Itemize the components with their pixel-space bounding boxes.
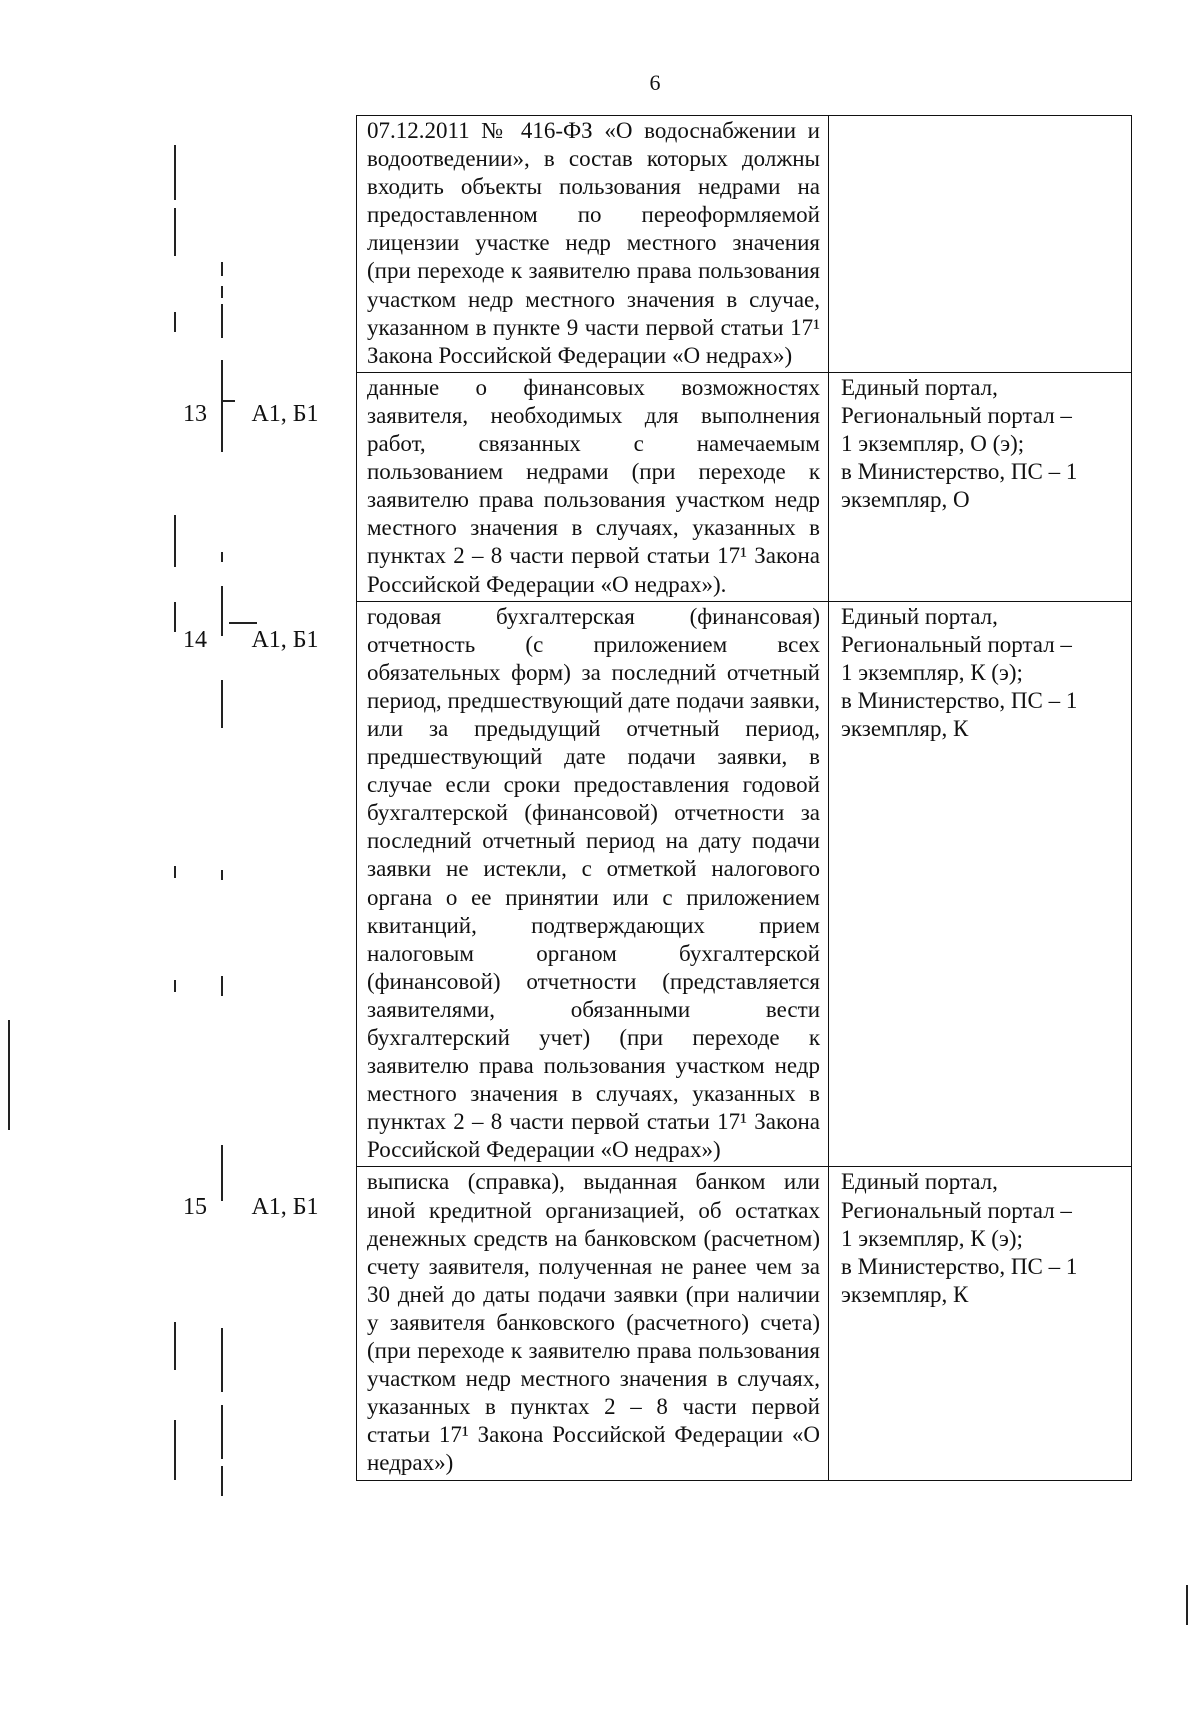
scan-mark (221, 402, 223, 452)
scan-mark (1186, 1585, 1188, 1625)
documents-table (356, 115, 1132, 1481)
row-codes-13: А1, Б1 (251, 401, 319, 427)
table-row (357, 601, 1132, 1167)
document-description: годовая бухгалтерская (финансовая) отчетность (с приложением всех обязательных форм) за последний отчетный период, предшествующий дате подачи заявки, или за предыдущий отчетный период, предшествующий дате подачи заявки, в случае если сроки предоставления годовой бухгалтерской (финансовой) отчетности за последний отчетный период на дату подачи заявки не истекли, с отметкой налогового органа о ее принятии или с приложением квитанций, подтверждающих прием налоговым органом бухгалтерской (финансовой) отчетности (представляется заявителями, обязанными вести бухгалтерский учет) (при переходе к заявителю права пользования участком недр местного значения в случаях, указанных в пунктах 2 – 8 части первой статьи 17¹ Закона Российской Федерации «О недрах») (357, 601, 829, 1167)
row-number-13: 13 (183, 401, 207, 427)
row-number-14: 14 (183, 627, 207, 653)
row-codes-14: А1, Б1 (251, 627, 319, 653)
table-row (357, 372, 1132, 601)
scan-mark (174, 312, 176, 332)
scan-mark (221, 976, 223, 996)
scan-mark (174, 980, 176, 992)
scan-mark (221, 400, 235, 402)
document-description: выписка (справка), выданная банком или иной кредитной организацией, об остатках денежных средств на банковском (расчетном) счету заявителя, полученная не ранее чем за 30 дней до даты подачи заявки (при наличии у заявителя банковского (расчетного) счета) (при переходе к заявителю права пользования участком недр местного значения в случаях, указанных в пунктах 2 – 8 части первой статьи 17¹ Закона Российской Федерации «О недрах») (357, 1167, 829, 1480)
submission-line: 1 экземпляр, К (э); (841, 659, 1023, 685)
row-number-15: 15 (183, 1194, 207, 1220)
scan-mark (221, 360, 223, 400)
scan-mark (174, 866, 176, 878)
scan-mark (221, 1405, 223, 1459)
submission-line: 1 экземпляр, К (э); (841, 1225, 1023, 1251)
submission-line: экземпляр, К (841, 715, 969, 741)
scan-mark (174, 1322, 176, 1370)
submission-line: Региональный портал – (841, 1197, 1072, 1223)
submission-line: Единый портал, (841, 374, 998, 400)
scan-mark (174, 515, 176, 567)
scan-mark (221, 552, 223, 562)
submission-line: в Министерство, ПС – 1 (841, 459, 1078, 485)
scan-mark (221, 1466, 223, 1496)
scan-mark (174, 602, 176, 632)
submission-line: экземпляр, К (841, 1281, 969, 1307)
page-number: 6 (649, 70, 661, 95)
submission-method (829, 601, 1132, 1167)
submission-line: в Министерство, ПС – 1 (841, 687, 1078, 713)
scan-mark (221, 286, 223, 298)
scan-mark (221, 680, 223, 728)
scan-mark (174, 1420, 176, 1480)
submission-method (829, 1167, 1132, 1480)
submission-line: Региональный портал – (841, 631, 1072, 657)
table-row (357, 116, 1132, 373)
scan-mark (221, 586, 223, 636)
submission-line: Единый портал, (841, 603, 998, 629)
scan-mark (221, 1145, 223, 1201)
scan-mark (174, 145, 176, 200)
row-codes-15: А1, Б1 (251, 1194, 319, 1220)
scan-mark (174, 208, 176, 256)
scan-mark (229, 622, 257, 624)
scan-mark (221, 870, 223, 880)
scan-mark (221, 1328, 223, 1392)
scan-mark (8, 1020, 10, 1130)
table-row (357, 1167, 1132, 1480)
submission-method (829, 116, 1132, 373)
document-description: 07.12.2011 № 416-ФЗ «О водоснабжении и водоотведении», в состав которых должны входить объекты пользования недрами на предоставленном по переоформляемой лицензии участке недр местного значения (при переходе к заявителю права пользования участком недр местного значения в случае, указанном в пункте 9 части первой статьи 17¹ Закона Российской Федерации «О недрах») (357, 116, 829, 373)
submission-line: в Министерство, ПС – 1 (841, 1253, 1078, 1279)
submission-line: Единый портал, (841, 1169, 998, 1195)
submission-method (829, 372, 1132, 601)
submission-line: 1 экземпляр, О (э); (841, 431, 1025, 457)
document-description: данные о финансовых возможностях заявителя, необходимых для выполнения работ, связанных с намечаемым пользованием недрами (при переходе к заявителю права пользования участком недр местного значения в случаях, указанных в пунктах 2 – 8 части первой статьи 17¹ Закона Российской Федерации «О недрах»). (357, 372, 829, 601)
scan-mark (221, 304, 223, 338)
submission-line: Региональный портал – (841, 402, 1072, 428)
scan-mark (221, 262, 223, 276)
submission-line: экземпляр, О (841, 487, 970, 513)
